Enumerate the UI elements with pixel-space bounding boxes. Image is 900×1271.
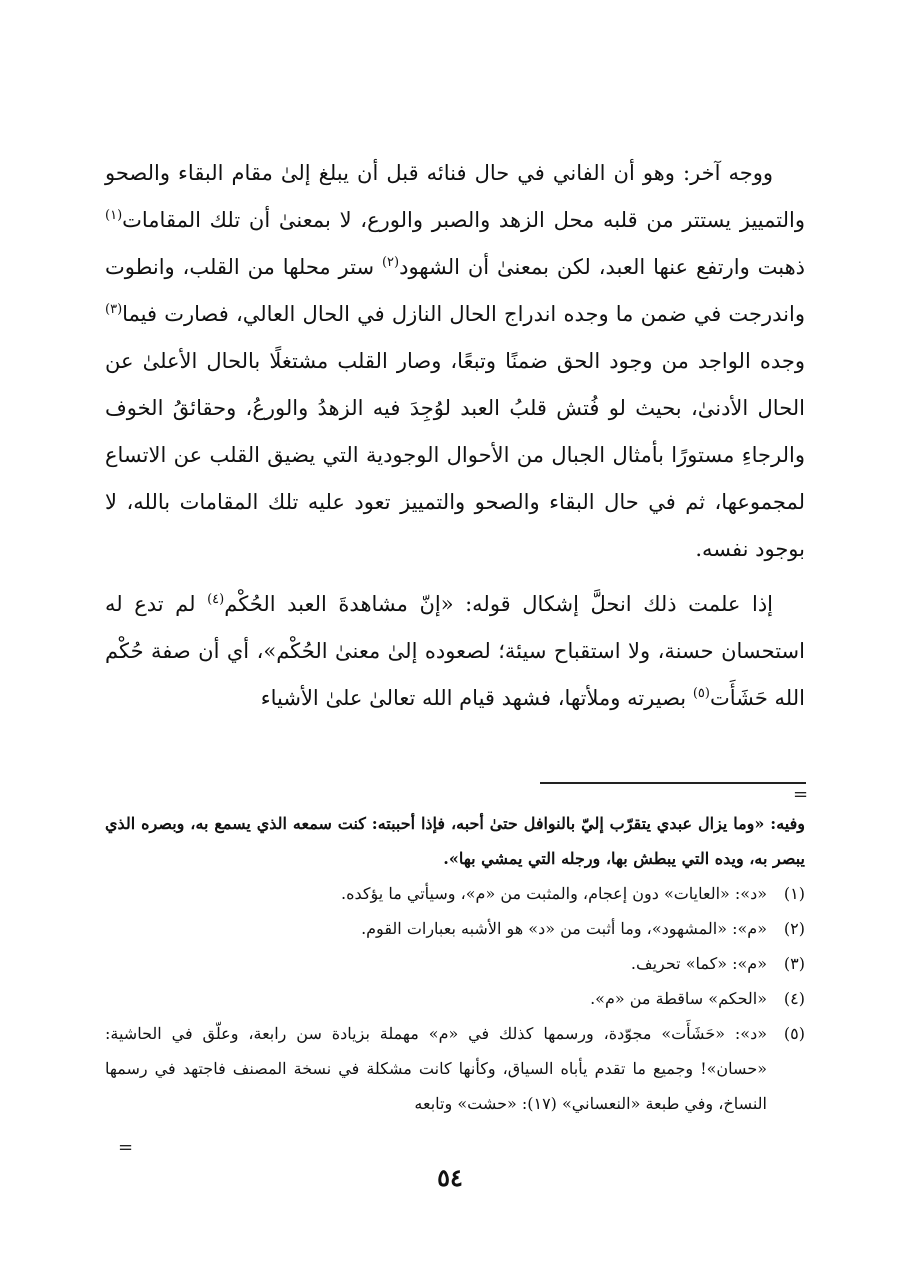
paragraph-2-text: لم تدع له استحسان حسنة، ولا استقباح سيئة؛ لصعوده إلىٰ معنىٰ الحُكْم»، أي أن صفة حُكْم الله حَشَأَت xyxy=(105,592,805,710)
footnote-text: «د»: «حَشَأَت» مجوّدة، ورسمها كذلك في «م» مهملة بزيادة سن رابعة، وعلّق في الحاشية: «حسان»! وجميع ما تقدم يأباه السياق، وكأنها كانت مشكلة في نسخة المصنف فاجتهد في رسمها النساخ، وفي طبعة «النعساني» (١٧): «حشت» وتابعه xyxy=(105,1024,767,1113)
footnote-number: (١) xyxy=(783,884,805,903)
footnote-ref-1: (١) xyxy=(105,208,123,223)
page-number: ٥٤ xyxy=(437,1163,463,1192)
paragraph-1 xyxy=(105,150,805,573)
footnote-3 xyxy=(105,946,805,981)
footnote-number: (٤) xyxy=(783,989,805,1008)
continuation-mark-bottom: = xyxy=(118,1137,134,1158)
footnote-4 xyxy=(105,981,805,1016)
footnote-ref-2: (٢) xyxy=(381,255,400,270)
paragraph-1-text: ذهبت وارتفع عنها العبد، لكن بمعنىٰ أن الشهود xyxy=(399,255,805,279)
footnote-text: «د»: «العايات» دون إعجام، والمثبت من «م»، وسيأتي ما يؤكده. xyxy=(341,884,767,903)
footnote-text: «م»: «كما» تحريف. xyxy=(630,954,767,973)
footnote-number: (٣) xyxy=(783,954,805,973)
footnote-text: «الحكم» ساقطة من «م». xyxy=(590,989,767,1008)
footnotes xyxy=(105,806,805,1121)
footnote-2 xyxy=(105,911,805,946)
paragraph-2 xyxy=(105,581,805,722)
paragraph-2-text: إذا علمت ذلك انحلَّ إشكال قوله: «إنّ مشاهدةَ العبد الحُكْم xyxy=(224,592,773,616)
main-text xyxy=(105,150,805,722)
footnote-ref-4: (٤) xyxy=(207,592,225,607)
footnote-1 xyxy=(105,876,805,911)
footnote-5 xyxy=(105,1016,805,1121)
continuation-mark-top: = xyxy=(793,784,809,805)
footnote-text: «م»: «المشهود»، وما أثبت من «د» هو الأشبه بعبارات القوم. xyxy=(361,919,767,938)
footnote-ref-5: (٥) xyxy=(692,686,710,701)
footnote-continuation: وفيه: «وما يزال عبدي يتقرّب إليّ بالنوافل حتىٰ أحبه، فإذا أحببته: كنت سمعه الذي يسمع به، وبصره الذي يبصر به، ويده التي يبطش بها، ورجله التي يمشي بها». xyxy=(105,814,805,868)
footnote-number: (٢) xyxy=(783,919,805,938)
footnote-ref-3: (٣) xyxy=(105,302,123,317)
footnote-separator xyxy=(540,782,806,784)
footnote-number: (٥) xyxy=(783,1024,805,1043)
paragraph-1-text: ووجه آخر: وهو أن الفاني في حال فنائه قبل أن يبلغ إلىٰ مقام البقاء والصحو والتمييز يستتر من قلبه محل الزهد والصبر والورع، لا بمعنىٰ أن تلك المقامات xyxy=(105,161,805,232)
paragraph-2-text: بصيرته وملأتها، فشهد قيام الله تعالىٰ علىٰ الأشياء xyxy=(260,686,687,710)
paragraph-1-text: وجده الواجد من وجود الحق ضمنًا وتبعًا، وصار القلب مشتغلًا بالحال الأعلىٰ عن الحال الأدنىٰ، بحيث لو فُتش قلبُ العبد لوُجِدَ فيه الزهدُ والورعُ، وحقائقُ الخوف والرجاءِ مستورًا بأمثال الجبال من الأحوال الوجودية التي يضيق القلب عن الاتساع لمجموعها، ثم في حال البقاء والصحو والتمييز تعود عليه تلك المقامات بالله، لا بوجود نفسه. xyxy=(105,349,805,561)
paragraph-1-text: ستر محلها من القلب، وانطوت واندرجت في ضمن ما وجده اندراج الحال النازل في الحال العالي، فصارت فيما xyxy=(105,255,805,326)
